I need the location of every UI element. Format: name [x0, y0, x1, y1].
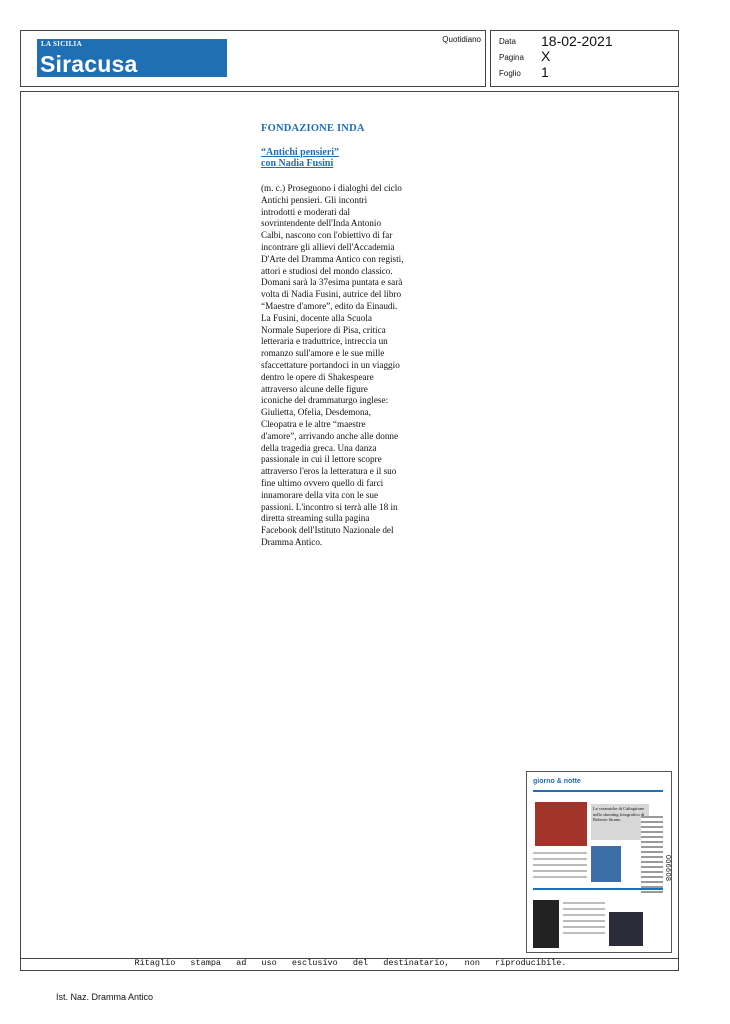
thumbnail-text-line [563, 908, 605, 910]
logo-brand-main: Siracusa [40, 51, 138, 77]
pagina-label: Pagina [499, 53, 524, 62]
article-headline: “Antichi pensieri” [261, 147, 340, 158]
page-thumbnail [526, 771, 672, 953]
thumbnail-text-line [533, 852, 587, 854]
thumbnail-photo [535, 802, 587, 846]
article-subheadline: con Nadia Fusini [261, 158, 334, 169]
section-label: FONDAZIONE INDA [261, 123, 365, 134]
thumbnail-text-line [563, 902, 605, 904]
footer-bar [20, 959, 679, 971]
thumbnail-text-line [533, 876, 587, 878]
thumbnail-photo [609, 912, 643, 946]
thumbnail-text-line [533, 864, 587, 866]
thumbnail-masthead: giorno & notte [533, 778, 581, 785]
thumbnail-text-line [533, 858, 587, 860]
thumbnail-rule [533, 888, 663, 890]
thumbnail-headline-text: Le ceramiche di Caltagirone nello shooting fotografico di Roberto Strano [593, 806, 645, 822]
disclaimer: Ritaglio stampa ad uso esclusivo del destinatario, non riproducibile. [134, 958, 567, 968]
thumbnail-dark-column [533, 900, 559, 948]
data-label: Data [499, 37, 516, 46]
masthead-box [20, 30, 486, 87]
foglio-label: Foglio [499, 69, 521, 78]
article-text: (m. c.) Proseguono i dialoghi del ciclo Antichi pensieri. Gli incontri introdotti e moderati dal sovrintendente dell'Inda Antonio Calbi, nascono con l'obiettivo di far incontrare gli allievi dell'Accademia D'Arte del Dramma Antico con registi, attori e studiosi del mondo classico. Domani sarà la 37esima puntata e sarà volta di Nadia Fusini, autrice del libro “Maestre d'amore”, edito da Einaudi. La Fusini, docente alla Scuola Normale Superiore di Pisa, critica letteraria e traduttrice, intreccia un romanzo sull'amore e le sue mille sfaccettature portandoci in un viaggio dentro le opere di Shakespeare attraverso alcune delle figure iconiche del drammaturgo inglese: Giulietta, Ofelia, Desdemona, Cleopatra e le altre “maestre d'amore”, arrivando anche alle donne della tragedia greca. Una danza passionale in cui il lettore scopre attraverso l'eros la letteratura e il suo fine ultimo ovvero quello di farci innamorare della vita con le sue passioni. L'incontro si terrà alle 18 in diretta streaming sulla pagina Facebook dell'Istituto Nazionale del Dramma Antico. [261, 183, 404, 547]
source-name: Ist. Naz. Dramma Antico [56, 992, 154, 1002]
side-code: 006608 [664, 855, 671, 882]
metadata-box [490, 30, 679, 87]
foglio-value: 1 [541, 64, 549, 80]
thumbnail-column [641, 816, 663, 896]
thumbnail-rule [533, 790, 663, 792]
thumbnail-text-line [563, 914, 605, 916]
thumbnail-text-line [563, 932, 605, 934]
article-body [261, 183, 441, 549]
pagina-value: X [541, 48, 551, 64]
thumbnail-text-line [563, 920, 605, 922]
thumbnail-text-line [533, 870, 587, 872]
data-value: 18-02-2021 [541, 33, 613, 49]
thumbnail-graphic [591, 846, 621, 882]
newspaper-logo [37, 39, 227, 77]
publication-type: Quotidiano [442, 35, 481, 44]
logo-brand-small: LA SICILIA [41, 40, 82, 48]
thumbnail-text-line [563, 926, 605, 928]
